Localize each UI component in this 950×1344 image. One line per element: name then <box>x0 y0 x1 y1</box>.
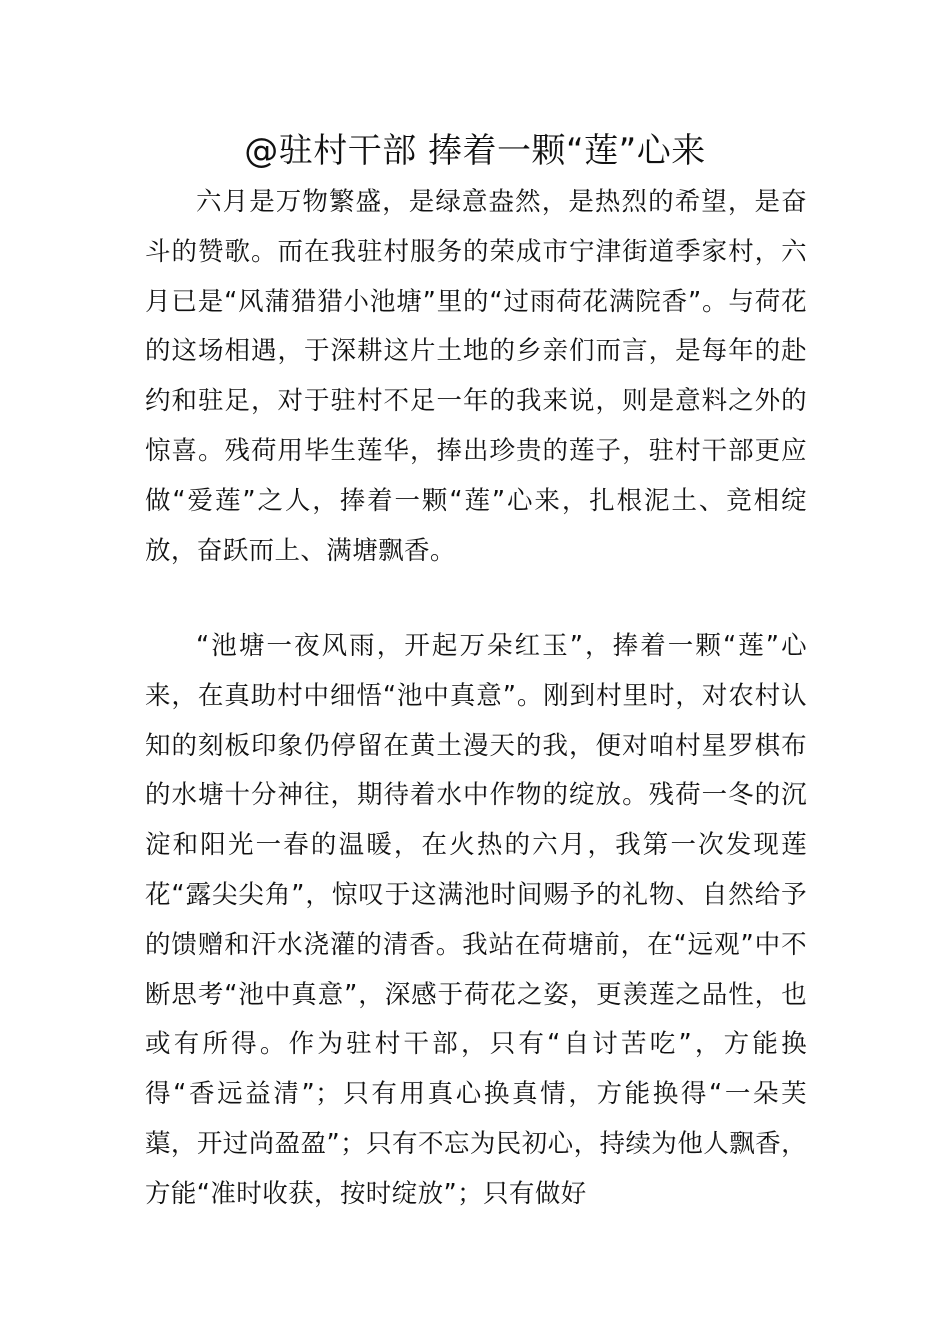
paragraph-2: “池塘一夜风雨，开起万朵红玉”，捧着一颗“莲”心来，在真助村中细悟“池中真意”。刚到村里时，对农村认知的刻板印象仍停留在黄土漫天的我，便对咱村星罗棋布的水塘十分神往，期待着水中作物的绽放。残荷一冬的沉淀和阳光一春的温暖，在火热的六月，我第一次发现莲花“露尖尖角”，惊叹于这满池时间赐予的礼物、自然给予的馈赠和汗水浇灌的清香。我站在荷塘前，在“远观”中不断思考“池中真意”，深感于荷花之姿，更羡莲之品性，也或有所得。作为驻村干部，只有“自讨苦吃”，方能换得“香远益清”；只有用真心换真情，方能换得“一朵芙蕖，开过尚盈盈”；只有不忘为民初心，持续为他人飘香，方能“准时收获，按时绽放”；只有做好 <box>145 631 807 1209</box>
paragraph-1: 六月是万物繁盛，是绿意盎然，是热烈的希望，是奋斗的赞歌。而在我驻村服务的荣成市宁津街道季家村，六月已是“风蒲猎猎小池塘”里的“过雨荷花满院香”。与荷花的这场相遇，于深耕这片土地的乡亲们而言，是每年的赴约和驻足，对于驻村不足一年的我来说，则是意料之外的惊喜。残荷用毕生莲华，捧出珍贵的莲子，驻村干部更应做“爱莲”之人，捧着一颗“莲”心来，扎根泥土、竞相绽放，奋跃而上、满塘飘香。 <box>145 187 807 566</box>
document-title: @驻村干部 捧着一颗“莲”心来 <box>244 131 706 171</box>
